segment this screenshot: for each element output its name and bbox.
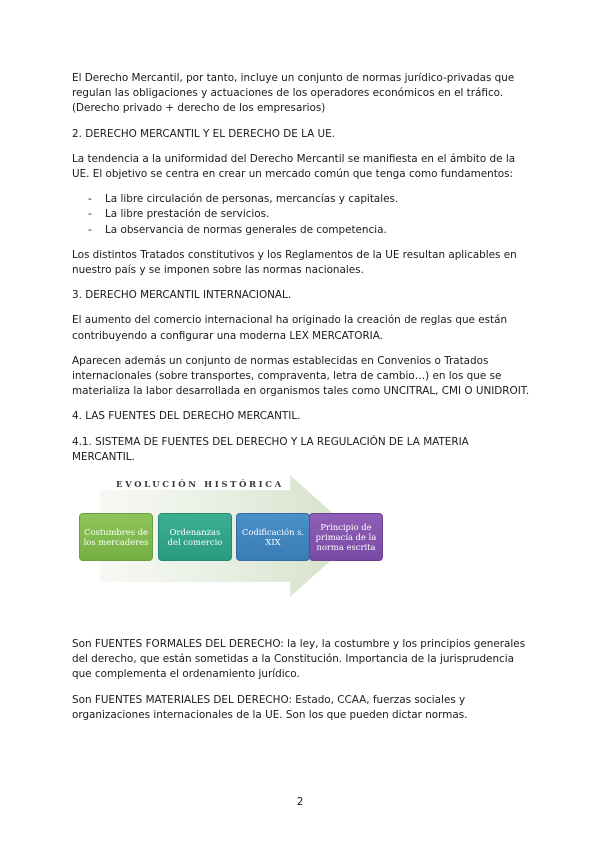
list-item: - La libre circulación de personas, mercancías y capitales.	[72, 192, 532, 207]
paragraph-lex-mercatoria: El aumento del comercio internacional ha originado la creación de reglas que están contribuyendo a configurar una moderna LEX MERCATORIA.	[72, 314, 508, 342]
list-item: - La libre prestación de servicios.	[72, 207, 532, 222]
section-heading-2: 2. DERECHO MERCANTIL Y EL DERECHO DE LA UE.	[72, 127, 335, 140]
document-body	[72, 71, 532, 733]
page-number: 2	[296, 796, 304, 808]
stage-written-norm-box: Principio de primacía de la norma escrita	[309, 513, 383, 561]
paragraph-conventions: Aparecen además un conjunto de normas establecidas en Convenios o Tratados internacionales (sobre transportes, compraventa, letra de cambio…) en los que se materializa la labor desarrollada en organismos tales como UNCITRAL, CMI O UNIDROIT.	[72, 354, 530, 398]
dash-bullet: -	[88, 208, 92, 221]
paragraph-eu-uniformity: La tendencia a la uniformidad del Derecho Mercantil se manifiesta en el ámbito de la UE. El objetivo se centra en crear un mercado común que tenga como fundamentos:	[72, 152, 516, 181]
stage-customs-box: Costumbres de los mercaderes	[79, 513, 153, 561]
section-heading-4-1: 4.1. SISTEMA DE FUENTES DEL DERECHO Y LA REGULACIÓN DE LA MATERIA MERCANTIL.	[72, 435, 469, 463]
dash-bullet: -	[88, 223, 92, 236]
stage-ordinances-box: Ordenanzas del comercio	[158, 513, 232, 561]
paragraph-formal-sources: Son FUENTES FORMALES DEL DERECHO: la ley, la costumbre y los principios generales del derecho, que están sometidas a la Constitución. Importancia de la jurisprudencia que complementa el ordenamiento jurídico.	[72, 638, 526, 681]
stage-codification-box: Codificación s. XIX	[236, 513, 310, 561]
list-item: - La observancia de normas generales de competencia.	[72, 223, 532, 238]
fundamentals-list	[72, 192, 532, 238]
section-heading-4: 4. LAS FUENTES DEL DERECHO MERCANTIL.	[72, 410, 301, 423]
historical-evolution-diagram	[72, 475, 382, 597]
dash-bullet: -	[88, 193, 92, 206]
paragraph-treaties: Los distintos Tratados constitutivos y los Reglamentos de la UE resultan aplicables en nuestro país y se imponen sobre las normas nacionales.	[72, 248, 517, 277]
section-heading-3: 3. DERECHO MERCANTIL INTERNACIONAL.	[72, 289, 292, 302]
diagram-title: EVOLUCIÓN HISTÓRICA	[116, 480, 284, 491]
paragraph-material-sources: Son FUENTES MATERIALES DEL DERECHO: Estado, CCAA, fuerzas sociales y organizaciones internacionales de la UE. Son los que pueden dictar normas.	[72, 693, 468, 721]
paragraph-intro: El Derecho Mercantil, por tanto, incluye un conjunto de normas jurídico-privadas que regulan las obligaciones y actuaciones de los operadores económicos en el tráfico. (Derecho privado + derecho de los empresarios)	[72, 72, 515, 115]
